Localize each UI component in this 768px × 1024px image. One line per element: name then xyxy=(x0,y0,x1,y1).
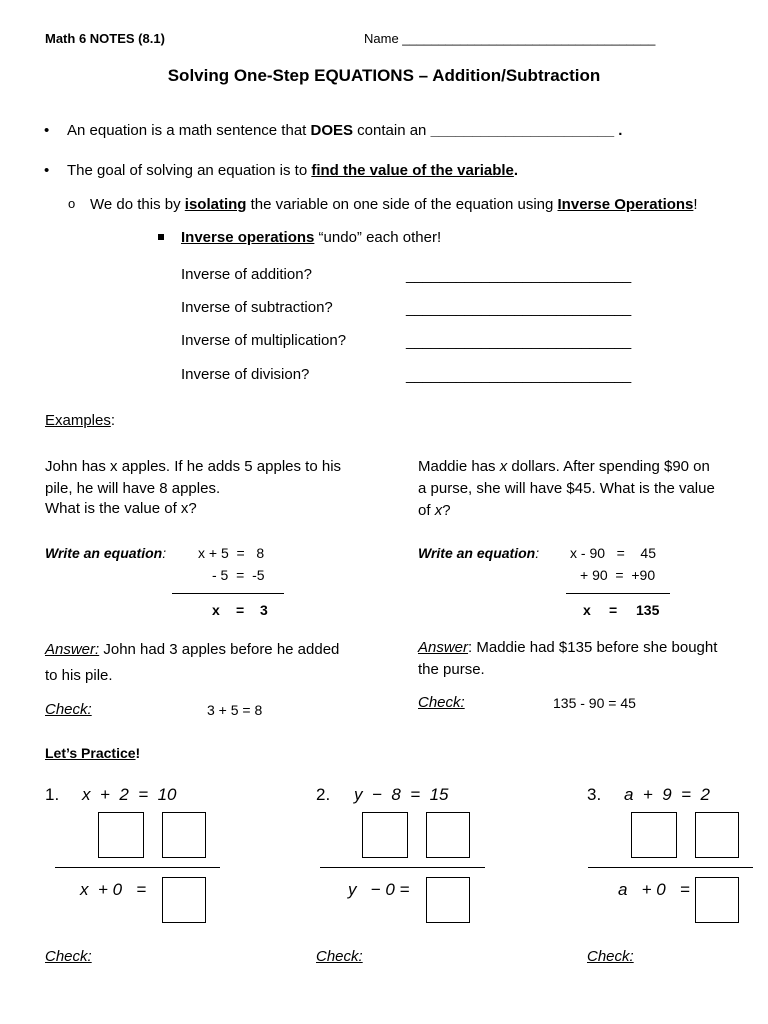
problem2-divider xyxy=(320,867,485,868)
example1-result-var: x xyxy=(212,602,220,618)
bullet-definition: An equation is a math sentence that DOES contain an ______________________ . xyxy=(67,122,623,139)
problem2-answer-box[interactable] xyxy=(426,877,470,923)
practice-heading: Let’s Practice! xyxy=(45,745,141,761)
problem3-equation: a + 9 = 2 xyxy=(624,785,711,804)
problem2-number: 2. xyxy=(316,785,331,804)
inverse-addition-label: Inverse of addition? xyxy=(181,266,312,283)
example2-equation-line1: x - 90 = 45 xyxy=(570,545,656,561)
inverse-division-blank[interactable]: ___________________________ xyxy=(406,367,632,384)
example1-check-label: Check: xyxy=(45,701,92,718)
problem2-check-label: Check: xyxy=(316,948,363,965)
inverse-operations-note: Inverse operations “undo” each other! xyxy=(181,229,442,246)
problem2-bottom-equation: y − 0 = xyxy=(348,880,410,899)
square-bullet-icon xyxy=(158,234,164,240)
inverse-addition-blank[interactable]: ___________________________ xyxy=(406,267,632,284)
sub-bullet-isolating: We do this by isolating the variable on one side of the equation using Inverse Operations! xyxy=(90,196,698,213)
example1-answer: Answer: John had 3 apples before he added to his pile. xyxy=(45,641,340,684)
example1-write-label: Write an equation: xyxy=(45,545,167,561)
name-label: Name ___________________________________ xyxy=(364,31,656,46)
problem3-box-left[interactable] xyxy=(631,812,677,858)
example2-check-value: 135 - 90 = 45 xyxy=(553,695,636,711)
inverse-multiplication-blank[interactable]: ___________________________ xyxy=(406,333,632,350)
inverse-subtraction-blank[interactable]: ___________________________ xyxy=(406,300,632,317)
example1-result-eq: = xyxy=(236,602,245,618)
example1-problem: John has x apples. If he adds 5 apples to his pile, he will have 8 apples. What is the value of x? xyxy=(45,458,342,517)
inverse-subtraction-label: Inverse of subtraction? xyxy=(181,299,333,316)
name-blank[interactable]: ___________________________________ xyxy=(402,31,656,46)
problem3-number: 3. xyxy=(587,785,602,804)
example2-answer: Answer: Maddie had $135 before she bought the purse. xyxy=(418,639,718,678)
problem2-equation: y − 8 = 15 xyxy=(354,785,449,804)
problem2-box-left[interactable] xyxy=(362,812,408,858)
example1-check-value: 3 + 5 = 8 xyxy=(207,702,263,718)
problem1-box-left[interactable] xyxy=(98,812,144,858)
problem3-bottom-equation: a + 0 = xyxy=(618,880,690,899)
example2-equation-divider xyxy=(566,593,670,594)
example2-result-var: x xyxy=(583,602,591,618)
definition-blank[interactable]: ______________________ xyxy=(430,122,615,139)
problem1-equation: x + 2 = 10 xyxy=(82,785,177,804)
example1-result-value: 3 xyxy=(260,602,268,618)
bullet-dot-icon: • xyxy=(44,122,50,139)
example2-equation-line2: + 90 = +90 xyxy=(580,567,656,583)
problem1-answer-box[interactable] xyxy=(162,877,206,923)
example1-equation-divider xyxy=(172,593,284,594)
problem2-box-right[interactable] xyxy=(426,812,470,858)
problem3-answer-box[interactable] xyxy=(695,877,739,923)
inverse-multiplication-label: Inverse of multiplication? xyxy=(181,332,347,349)
bullet-dot-icon: • xyxy=(44,162,50,179)
problem3-box-right[interactable] xyxy=(695,812,739,858)
problem3-divider xyxy=(588,867,753,868)
examples-heading: Examples: xyxy=(45,412,116,429)
problem1-check-label: Check: xyxy=(45,948,92,965)
circle-bullet-icon: o xyxy=(68,196,76,211)
example2-result-value: 135 xyxy=(636,602,660,618)
example2-problem: Maddie has x dollars. After spending $90 on a purse, she will have $45. What is the value of x? xyxy=(418,458,715,519)
example1-equation-line1: x + 5 = 8 xyxy=(198,545,265,561)
problem1-divider xyxy=(55,867,220,868)
example1-equation-line2: - 5 = -5 xyxy=(212,567,265,583)
bullet-goal: The goal of solving an equation is to find the value of the variable. xyxy=(67,162,519,179)
problem3-check-label: Check: xyxy=(587,948,634,965)
example2-write-label: Write an equation: xyxy=(418,545,540,561)
problem1-bottom-equation: x + 0 = xyxy=(80,880,147,899)
inverse-division-label: Inverse of division? xyxy=(181,366,310,383)
example2-result-eq: = xyxy=(609,602,618,618)
problem1-number: 1. xyxy=(45,785,60,804)
problem1-box-right[interactable] xyxy=(162,812,206,858)
page-title: Solving One-Step EQUATIONS – Addition/Subtraction xyxy=(167,66,601,85)
course-label: Math 6 NOTES (8.1) xyxy=(45,31,165,46)
example2-check-label: Check: xyxy=(418,694,465,711)
